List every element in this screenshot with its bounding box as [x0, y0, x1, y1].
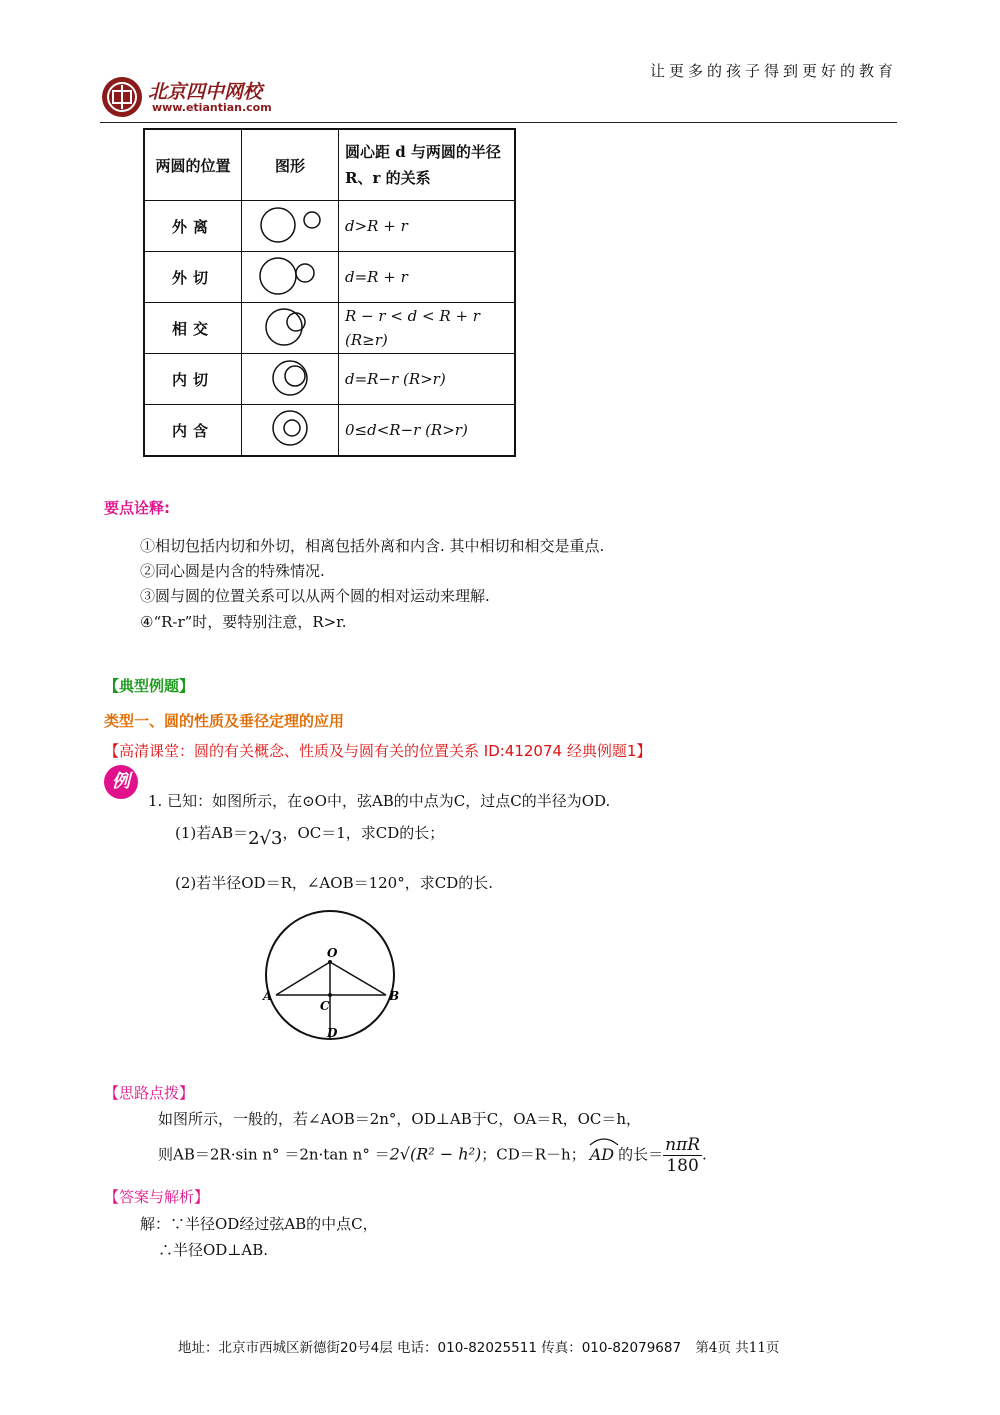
arc-length-fraction [663, 1135, 702, 1176]
logo-url: www.etiantian.com [152, 101, 272, 114]
course-reference: 【高清课堂：圆的有关概念、性质及与圆有关的位置关系 ID:412074 经典例题1】 [104, 742, 652, 760]
row-relation: 0≤d<R−r (R>r) [339, 405, 516, 457]
table-row [144, 354, 515, 405]
label-C: C [320, 999, 330, 1013]
notes-title: 要点诠释: [104, 499, 170, 517]
row-relation: d=R + r [339, 252, 516, 303]
sqrt-value: 2√3 [248, 828, 283, 849]
header-slogan: 让更多的孩子得到更好的教育 [649, 62, 897, 80]
answer-title: 【答案与解析】 [104, 1188, 210, 1206]
circle-chord-figure [255, 905, 415, 1045]
arc-AD [590, 1145, 614, 1164]
label-A: A [263, 989, 273, 1003]
row-position: 内切 [144, 354, 242, 405]
circle-position-table [143, 128, 516, 457]
hint-line-2-mid: ；CD＝R－h； [481, 1145, 586, 1164]
answer-line-1: 解：∵半径OD经过弦AB的中点C， [140, 1215, 378, 1233]
row-position: 外切 [144, 252, 242, 303]
arc-symbol-icon [588, 1136, 620, 1146]
footer [178, 1336, 779, 1356]
footer-address: 地址：北京市西城区新德街20号4层 电话：010-82025511 传真：010-82079687 [178, 1340, 682, 1356]
separate-circles-icon [254, 201, 326, 247]
row-figure [242, 252, 339, 303]
table-row [144, 252, 515, 303]
question-2: (2)若半径OD＝R，∠AOB＝120°，求CD的长. [175, 874, 493, 892]
example-badge: 例 [104, 765, 138, 799]
hint-sqrt: 2√(R² − h²) [389, 1144, 482, 1164]
row-position: 相交 [144, 303, 242, 354]
table-header-position: 两圆的位置 [144, 129, 242, 201]
note-item: ③圆与圆的位置关系可以从两个圆的相对运动来理解. [140, 587, 490, 605]
arc-label: AD [589, 1144, 615, 1164]
row-relation: d=R−r (R>r) [339, 354, 516, 405]
row-relation: R − r < d < R + r (R≥r) [339, 303, 516, 354]
external-tangent-circles-icon [254, 252, 326, 298]
label-D: D [327, 1026, 338, 1040]
hint-arc-suffix: 的长＝ [618, 1145, 664, 1164]
logo [100, 75, 360, 119]
table-row [144, 201, 515, 252]
fraction-numerator: nπR [665, 1135, 701, 1155]
table-header-figure: 图形 [242, 129, 339, 201]
hint-line-2 [158, 1135, 707, 1176]
examples-title: 【典型例题】 [104, 677, 195, 695]
label-O: O [327, 946, 338, 960]
problem-statement: 1. 已知：如图所示，在⊙O中，弦AB的中点为C，过点C的半径为OD. [148, 792, 611, 810]
row-figure [242, 405, 339, 457]
table-header-relation: 圆心距 d 与两圆的半径R、r 的关系 [339, 129, 516, 201]
hint-line-2-end: . [702, 1145, 707, 1164]
answer-line-2: ∴半径OD⊥AB. [158, 1241, 269, 1259]
logo-name: 北京四中网校 [148, 81, 263, 103]
intersecting-circles-icon [254, 303, 326, 349]
row-position: 内含 [144, 405, 242, 457]
hint-line-2-prefix: 则AB＝2R·sin n° ＝2n·tan n° ＝ [158, 1145, 390, 1164]
header-divider [100, 122, 897, 123]
hint-line-1: 如图所示，一般的，若∠AOB＝2n°，OD⊥AB于C，OA＝R，OC＝h， [158, 1110, 642, 1128]
internal-tangent-circles-icon [254, 354, 326, 400]
note-item: ④“R-r”时，要特别注意，R>r. [140, 613, 347, 631]
note-item: ①相切包括内切和外切，相离包括外离和内含. 其中相切和相交是重点. [140, 537, 605, 555]
question-1-suffix: ，OC＝1，求CD的长； [282, 824, 445, 842]
table-row [144, 405, 515, 457]
fraction-denominator: 180 [666, 1156, 699, 1176]
question-1 [175, 822, 445, 849]
table-header-row [144, 129, 515, 201]
row-position: 外离 [144, 201, 242, 252]
hint-title: 【思路点拨】 [104, 1084, 195, 1102]
table-row [144, 303, 515, 354]
row-figure [242, 201, 339, 252]
row-relation: d>R + r [339, 201, 516, 252]
question-1-prefix: (1)若AB＝ [175, 824, 249, 842]
row-figure [242, 354, 339, 405]
note-item: ②同心圆是内含的特殊情况. [140, 562, 325, 580]
contained-circles-icon [254, 405, 326, 451]
type-title: 类型一、圆的性质及垂径定理的应用 [104, 712, 345, 730]
row-figure [242, 303, 339, 354]
footer-page-number: 第4页 共11页 [695, 1340, 780, 1356]
label-B: B [389, 989, 400, 1003]
